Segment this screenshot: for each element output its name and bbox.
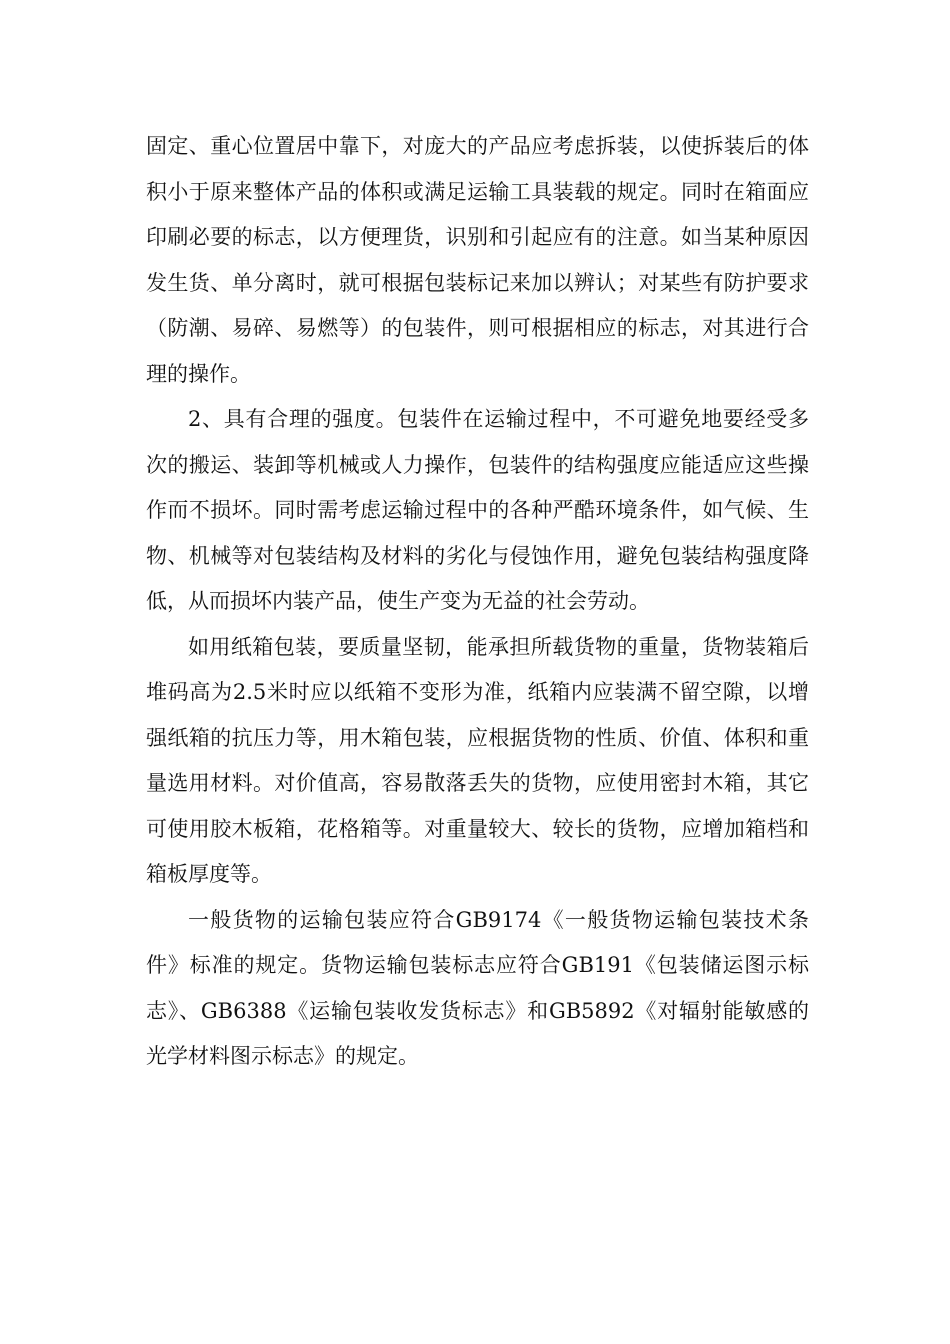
paragraph-continuation: 固定、重心位置居中靠下，对庞大的产品应考虑拆装，以使拆装后的体积小于原来整体产品的体积或满足运输工具装载的规定。同时在箱面应印刷必要的标志，以方便理货，识别和引起应有的注意。如当某种原因发生货、单分离时，就可根据包装标记来加以辨认；对某些有防护要求（防潮、易碎、易燃等）的包装件，则可根据相应的标志，对其进行合理的操作。 (146, 134, 809, 386)
paragraph-standards: 一般货物的运输包装应符合GB9174《一般货物运输包装技术条件》标准的规定。货物运输包装标志应符合GB191《包装储运图示标志》、GB6388《运输包装收发货标志》和GB5892《对辐射能敏感的光学材料图示标志》的规定。 (146, 907, 809, 1068)
paragraph-box-packaging: 如用纸箱包装，要质量坚韧，能承担所载货物的重量，货物装箱后堆码高为2.5米时应以纸箱不变形为准，纸箱内应装满不留空隙，以增强纸箱的抗压力等，用木箱包装，应根据货物的性质、价值、体积和重量选用材料。对价值高，容易散落丢失的货物，应使用密封木箱，其它可使用胶木板箱，花格箱等。对重量较大、较长的货物，应增加箱档和箱板厚度等。 (146, 634, 809, 886)
document-body (146, 124, 809, 1080)
paragraph-strength: 2、具有合理的强度。包装件在运输过程中，不可避免地要经受多次的搬运、装卸等机械或人力操作，包装件的结构强度应能适应这些操作而不损坏。同时需考虑运输过程中的各种严酷环境条件，如气候、生物、机械等对包装结构及材料的劣化与侵蚀作用，避免包装结构强度降低，从而损坏内装产品，使生产变为无益的社会劳动。 (146, 407, 809, 613)
